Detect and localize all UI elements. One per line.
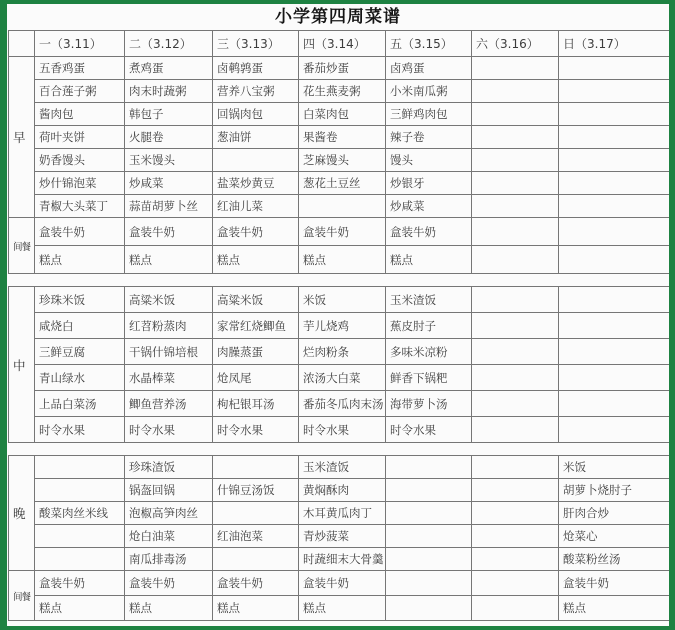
- menu-cell: 五香鸡蛋: [35, 57, 125, 80]
- meal-section: [9, 57, 671, 218]
- menu-cell: [35, 479, 125, 502]
- menu-cell: 糕点: [386, 246, 472, 274]
- menu-cell: 玉米渣饭: [386, 287, 472, 313]
- menu-cell: 葱花土豆丝: [299, 172, 386, 195]
- menu-cell: [213, 548, 299, 571]
- table-row: [9, 149, 671, 172]
- menu-cell: 枸杞银耳汤: [213, 391, 299, 417]
- menu-cell: [35, 548, 125, 571]
- menu-cell: [472, 417, 559, 443]
- menu-cell: [559, 195, 671, 218]
- menu-cell: 鲜香下锅粑: [386, 365, 472, 391]
- menu-cell: 营养八宝粥: [213, 80, 299, 103]
- menu-cell: 木耳黄瓜肉丁: [299, 502, 386, 525]
- table-row: [9, 80, 671, 103]
- header-corner-cell: [9, 31, 35, 57]
- menu-cell: 糕点: [213, 246, 299, 274]
- menu-cell: [559, 103, 671, 126]
- menu-cell: 时令水果: [35, 417, 125, 443]
- menu-cell: 海带萝卜汤: [386, 391, 472, 417]
- menu-cell: 果酱卷: [299, 126, 386, 149]
- menu-cell: 时令水果: [299, 417, 386, 443]
- menu-cell: [559, 149, 671, 172]
- menu-cell: 盒装牛奶: [213, 571, 299, 596]
- day-header: 三（3.13）: [213, 31, 299, 57]
- day-header: 二（3.12）: [125, 31, 213, 57]
- meal-label: 中: [9, 287, 35, 443]
- day-header: 日（3.17）: [559, 31, 671, 57]
- menu-cell: 青山绿水: [35, 365, 125, 391]
- menu-cell: 青炒菠菜: [299, 525, 386, 548]
- menu-cell: [386, 456, 472, 479]
- menu-cell: 胡萝卜烧肘子: [559, 479, 671, 502]
- table-row: [9, 172, 671, 195]
- menu-cell: 糕点: [213, 596, 299, 621]
- menu-cell: [472, 103, 559, 126]
- menu-cell: 泡椒高笋肉丝: [125, 502, 213, 525]
- menu-cell: [213, 456, 299, 479]
- menu-cell: [472, 313, 559, 339]
- menu-cell: 高粱米饭: [125, 287, 213, 313]
- menu-cell: [472, 548, 559, 571]
- menu-cell: [35, 525, 125, 548]
- menu-cell: 盐菜炒黄豆: [213, 172, 299, 195]
- day-header: 四（3.14）: [299, 31, 386, 57]
- menu-cell: 玉米渣饭: [299, 456, 386, 479]
- menu-cell: 糕点: [35, 596, 125, 621]
- menu-cell: 糕点: [35, 246, 125, 274]
- menu-cell: [386, 525, 472, 548]
- table-row: [9, 339, 671, 365]
- menu-cell: 糕点: [559, 596, 671, 621]
- menu-cell: 小米南瓜粥: [386, 80, 472, 103]
- menu-cell: [472, 218, 559, 246]
- menu-cell: 白菜肉包: [299, 103, 386, 126]
- menu-cell: 盒装牛奶: [125, 218, 213, 246]
- menu-cell: 芝麻馒头: [299, 149, 386, 172]
- menu-cell: [559, 365, 671, 391]
- menu-cell: [472, 287, 559, 313]
- menu-cell: [386, 596, 472, 621]
- menu-cell: 时令水果: [125, 417, 213, 443]
- table-row: [9, 548, 671, 571]
- menu-cell: [559, 313, 671, 339]
- menu-cell: 家常红烧鲫鱼: [213, 313, 299, 339]
- menu-cell: 蒜苗胡萝卜丝: [125, 195, 213, 218]
- menu-cell: 馒头: [386, 149, 472, 172]
- menu-cell: 炒什锦泡菜: [35, 172, 125, 195]
- menu-cell: [386, 479, 472, 502]
- menu-cell: 多味米凉粉: [386, 339, 472, 365]
- menu-cell: [213, 149, 299, 172]
- menu-cell: 炒咸菜: [125, 172, 213, 195]
- menu-cell: [472, 339, 559, 365]
- menu-cell: 红苕粉蒸肉: [125, 313, 213, 339]
- menu-cell: [472, 80, 559, 103]
- table-row: [9, 103, 671, 126]
- menu-cell: 锅盔回锅: [125, 479, 213, 502]
- menu-cell: [559, 172, 671, 195]
- menu-cell: [559, 126, 671, 149]
- meal-label: 间餐: [9, 571, 35, 621]
- menu-cell: 青椒大头菜丁: [35, 195, 125, 218]
- menu-cell: 盒装牛奶: [213, 218, 299, 246]
- day-header: 五（3.15）: [386, 31, 472, 57]
- menu-cell: [472, 571, 559, 596]
- menu-cell: 咸烧白: [35, 313, 125, 339]
- table-row: [9, 195, 671, 218]
- menu-cell: 肉末时蔬粥: [125, 80, 213, 103]
- menu-cell: [559, 339, 671, 365]
- menu-cell: 时令水果: [213, 417, 299, 443]
- menu-cell: 南瓜排毒汤: [125, 548, 213, 571]
- table-row: [9, 246, 671, 274]
- menu-cell: 奶香馒头: [35, 149, 125, 172]
- menu-cell: 时令水果: [386, 417, 472, 443]
- meal-label: 晚: [9, 456, 35, 571]
- meal-label: 间餐: [9, 218, 35, 274]
- menu-cell: [559, 80, 671, 103]
- menu-cell: 肉臊蒸蛋: [213, 339, 299, 365]
- menu-cell: 米饭: [559, 456, 671, 479]
- menu-cell: 盒装牛奶: [386, 218, 472, 246]
- menu-cell: 糕点: [299, 596, 386, 621]
- menu-cell: [559, 246, 671, 274]
- menu-cell: [472, 502, 559, 525]
- table-row: [9, 126, 671, 149]
- menu-cell: [472, 149, 559, 172]
- menu-cell: 米饭: [299, 287, 386, 313]
- menu-cell: [559, 391, 671, 417]
- page-title: 小学第四周菜谱: [275, 7, 401, 27]
- menu-cell: 三鲜豆腐: [35, 339, 125, 365]
- menu-cell: 糕点: [125, 596, 213, 621]
- table-row: [9, 57, 671, 80]
- menu-cell: [472, 391, 559, 417]
- menu-cell: 盒装牛奶: [299, 571, 386, 596]
- menu-cell: 浓汤大白菜: [299, 365, 386, 391]
- menu-cell: 酸菜粉丝汤: [559, 548, 671, 571]
- table-row: [9, 313, 671, 339]
- menu-cell: [472, 525, 559, 548]
- menu-cell: 炒银牙: [386, 172, 472, 195]
- menu-cell: 火腿卷: [125, 126, 213, 149]
- menu-cell: [386, 571, 472, 596]
- menu-cell: 红油泡菜: [213, 525, 299, 548]
- menu-cell: [472, 596, 559, 621]
- menu-cell: 水晶棒菜: [125, 365, 213, 391]
- menu-cell: 蕉皮肘子: [386, 313, 472, 339]
- menu-cell: 上品白菜汤: [35, 391, 125, 417]
- menu-cell: 高粱米饭: [213, 287, 299, 313]
- menu-cell: 三鲜鸡肉包: [386, 103, 472, 126]
- menu-cell: 葱油饼: [213, 126, 299, 149]
- menu-cell: 番茄炒蛋: [299, 57, 386, 80]
- menu-cell: 酱肉包: [35, 103, 125, 126]
- menu-cell: 糕点: [125, 246, 213, 274]
- menu-cell: [559, 57, 671, 80]
- menu-cell: 黄焖酥肉: [299, 479, 386, 502]
- table-row: [9, 596, 671, 621]
- menu-cell: [35, 456, 125, 479]
- menu-cell: [472, 172, 559, 195]
- table-row: [9, 391, 671, 417]
- menu-cell: [472, 57, 559, 80]
- day-header: 六（3.16）: [472, 31, 559, 57]
- menu-cell: 盒装牛奶: [35, 218, 125, 246]
- menu-cell: [559, 287, 671, 313]
- menu-cell: 煮鸡蛋: [125, 57, 213, 80]
- menu-cell: [472, 365, 559, 391]
- menu-cell: 炝菜心: [559, 525, 671, 548]
- menu-cell: 番茄冬瓜肉末汤: [299, 391, 386, 417]
- table-row: [9, 479, 671, 502]
- day-header-row: [9, 31, 671, 57]
- menu-cell: 珍珠米饭: [35, 287, 125, 313]
- menu-cell: [472, 195, 559, 218]
- menu-cell: [472, 456, 559, 479]
- section-gap: [9, 274, 671, 287]
- menu-cell: [472, 126, 559, 149]
- menu-cell: 卤鸡蛋: [386, 57, 472, 80]
- table-row: [9, 456, 671, 479]
- menu-cell: 炒咸菜: [386, 195, 472, 218]
- menu-cell: 卤鹌鹑蛋: [213, 57, 299, 80]
- menu-cell: [299, 195, 386, 218]
- meal-section: [9, 218, 671, 274]
- menu-cell: 时蔬细末大骨羹: [299, 548, 386, 571]
- menu-cell: 鲫鱼营养汤: [125, 391, 213, 417]
- menu-cell: 酸菜肉丝米线: [35, 502, 125, 525]
- meal-label: 早: [9, 57, 35, 218]
- menu-cell: 干锅什锦培根: [125, 339, 213, 365]
- menu-cell: 百合莲子粥: [35, 80, 125, 103]
- meal-section: [9, 456, 671, 571]
- menu-cell: [472, 246, 559, 274]
- menu-cell: 什锦豆汤饭: [213, 479, 299, 502]
- day-header: 一（3.11）: [35, 31, 125, 57]
- menu-cell: 盒装牛奶: [559, 571, 671, 596]
- table-row: [9, 287, 671, 313]
- menu-table: [8, 30, 671, 621]
- menu-cell: [386, 502, 472, 525]
- menu-cell: 芋儿烧鸡: [299, 313, 386, 339]
- menu-cell: 辣子卷: [386, 126, 472, 149]
- menu-cell: [559, 417, 671, 443]
- menu-cell: 花生燕麦粥: [299, 80, 386, 103]
- menu-cell: 盒装牛奶: [125, 571, 213, 596]
- menu-cell: 烂肉粉条: [299, 339, 386, 365]
- table-row: [9, 218, 671, 246]
- menu-cell: 韩包子: [125, 103, 213, 126]
- menu-cell: 红油儿菜: [213, 195, 299, 218]
- menu-cell: [213, 502, 299, 525]
- menu-cell: 炝白油菜: [125, 525, 213, 548]
- table-row: [9, 525, 671, 548]
- menu-cell: [559, 218, 671, 246]
- table-row: [9, 571, 671, 596]
- table-row: [9, 417, 671, 443]
- menu-cell: [386, 548, 472, 571]
- menu-cell: 荷叶夹饼: [35, 126, 125, 149]
- menu-cell: [472, 479, 559, 502]
- menu-cell: 回锅肉包: [213, 103, 299, 126]
- table-row: [9, 502, 671, 525]
- menu-cell: 盒装牛奶: [299, 218, 386, 246]
- table-row: [9, 365, 671, 391]
- menu-cell: 盒装牛奶: [35, 571, 125, 596]
- meal-section: [9, 287, 671, 443]
- menu-cell: 玉米馒头: [125, 149, 213, 172]
- menu-cell: 炝凤尾: [213, 365, 299, 391]
- meal-section: [9, 571, 671, 621]
- menu-cell: 肝肉合炒: [559, 502, 671, 525]
- section-gap: [9, 443, 671, 456]
- menu-cell: 糕点: [299, 246, 386, 274]
- menu-cell: 珍珠渣饭: [125, 456, 213, 479]
